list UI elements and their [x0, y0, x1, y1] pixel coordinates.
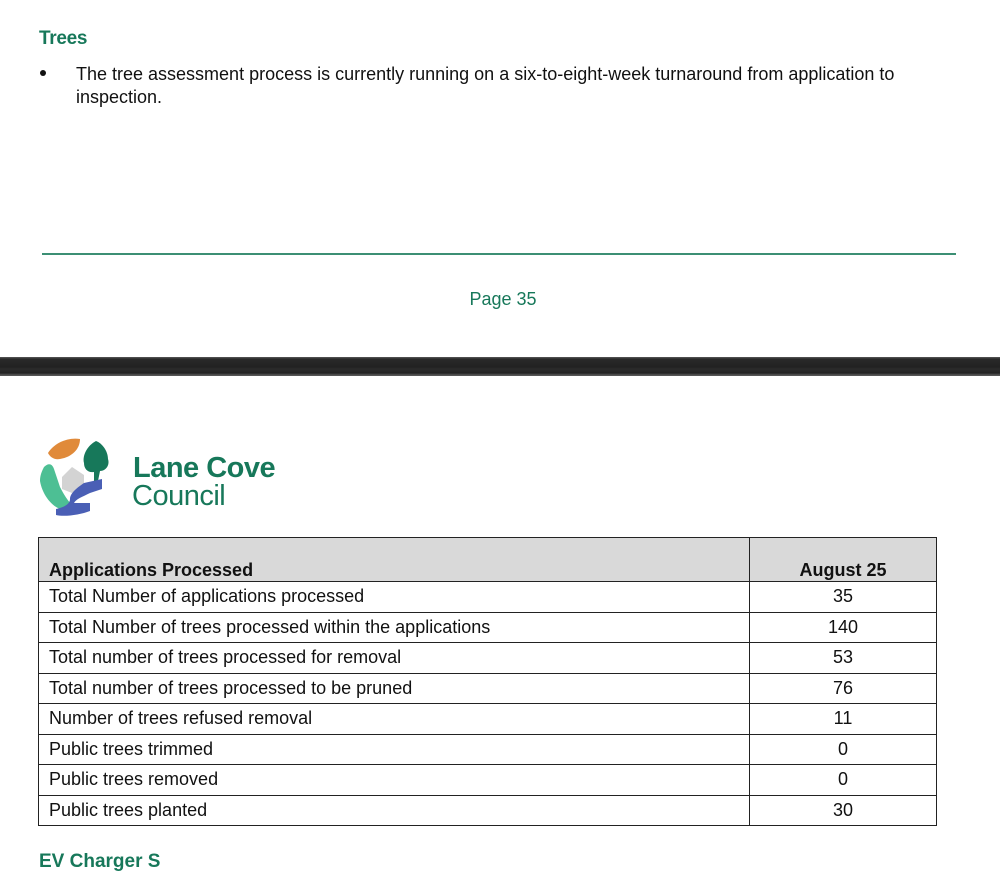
row-value: 0: [750, 734, 937, 765]
logo-text-council: Council: [132, 480, 226, 512]
logo-sun-shape: [48, 439, 80, 460]
row-value: 0: [750, 765, 937, 796]
row-label: Public trees removed: [39, 765, 750, 796]
page-number: Page 35: [469, 289, 537, 309]
row-value: 76: [750, 673, 937, 704]
table-row: [39, 612, 937, 643]
row-value: 53: [750, 643, 937, 674]
bullet-icon: [40, 70, 46, 76]
column-header-august-25: August 25: [750, 538, 937, 582]
section-heading-trees: Trees: [39, 28, 88, 49]
row-label: Total number of trees processed for removal: [39, 643, 750, 674]
logo-text-lane-cove: Lane Cove: [133, 452, 276, 484]
table-header-row: [39, 538, 937, 582]
row-label: Public trees planted: [39, 795, 750, 826]
council-logo: [36, 437, 286, 521]
table-row: [39, 795, 937, 826]
row-value: 140: [750, 612, 937, 643]
row-value: 30: [750, 795, 937, 826]
row-value: 35: [750, 582, 937, 613]
row-label: Number of trees refused removal: [39, 704, 750, 735]
row-label: Total number of trees processed to be pruned: [39, 673, 750, 704]
table-row: [39, 734, 937, 765]
page-separator: [0, 357, 1000, 376]
table-row: [39, 582, 937, 613]
table-row: [39, 704, 937, 735]
row-label: Total Number of trees processed within the applications: [39, 612, 750, 643]
table-row: [39, 643, 937, 674]
document-page-35: [0, 0, 1000, 358]
table-row: [39, 673, 937, 704]
row-label: Total Number of applications processed: [39, 582, 750, 613]
logo-tree-shape: [84, 441, 109, 481]
next-section-heading-partial: EV Charger S: [39, 851, 161, 872]
lane-cove-council-logo-icon: [36, 437, 128, 521]
column-header-applications-processed: Applications Processed: [39, 538, 750, 582]
bullet-text: The tree assessment process is currently running on a six-to-eight-week turnaround from application to inspection.: [76, 64, 895, 107]
row-value: 11: [750, 704, 937, 735]
row-label: Public trees trimmed: [39, 734, 750, 765]
applications-processed-table: [38, 537, 937, 826]
footer-divider: [42, 253, 956, 255]
table-row: [39, 765, 937, 796]
